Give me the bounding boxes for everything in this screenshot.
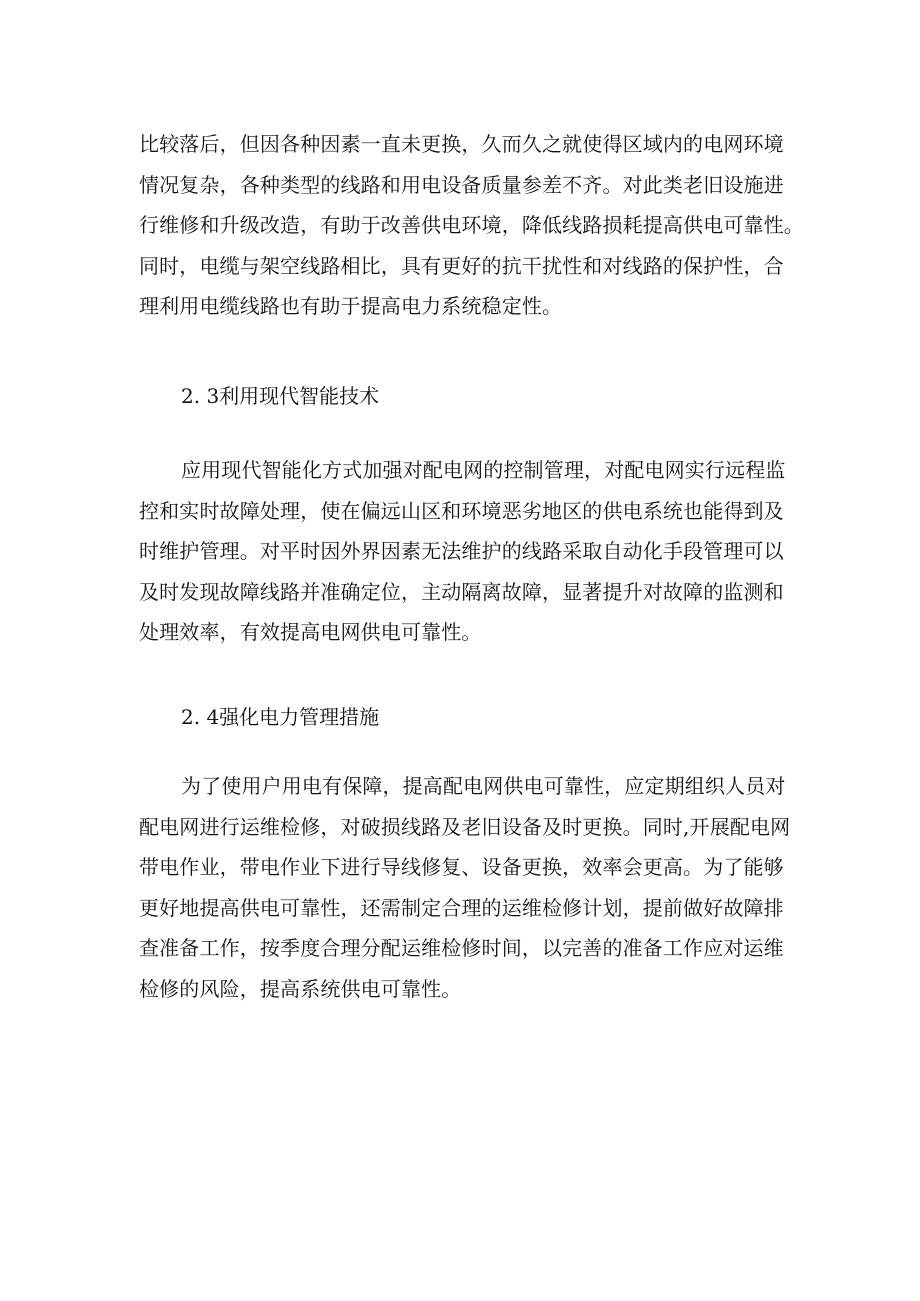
paragraph-line: 查准备工作，按季度合理分配运维检修时间，以完善的准备工作应对运维 <box>139 936 784 960</box>
paragraph-continuation <box>139 124 804 327</box>
paragraph-smart-technology <box>139 450 789 653</box>
paragraph-line: 时维护管理。对平时因外界因素无法维护的线路采取自动化手段管理可以 <box>139 539 784 563</box>
paragraph-line: 检修的风险，提高系统供电可靠性。 <box>139 976 462 1001</box>
paragraph-line: 情况复杂，各种类型的线路和用电设备质量参差不齐。对此类老旧设施进 <box>139 172 784 197</box>
paragraph-line: 理利用电缆线路也有助于提高电力系统稳定性。 <box>139 294 563 318</box>
paragraph-line: 带电作业，带电作业下进行导线修复、设备更换，效率会更高。为了能够 <box>139 855 784 879</box>
paragraph-line: 及时发现故障线路并准确定位，主动隔离故障，显著提升对故障的监测和 <box>139 579 784 604</box>
paragraph-line: 比较落后，但因各种因素一直未更换，久而久之就使得区域内的电网环境 <box>139 132 784 156</box>
paragraph-line: 控和实时故障处理，使在偏远山区和环境恶劣地区的供电系统也能得到及 <box>139 498 784 523</box>
paragraph-line: 为了使用户用电有保障，提高配电网供电可靠性，应定期组织人员对 <box>181 774 786 798</box>
paragraph-line: 更好地提高供电可靠性，还需制定合理的运维检修计划，提前做好故障排 <box>139 895 784 920</box>
paragraph-line: 处理效率，有效提高电网供电可靠性。 <box>139 620 482 644</box>
paragraph-line: 配电网进行运维检修，对破损线路及老旧设备及时更换。同时,开展配电网 <box>139 814 791 839</box>
paragraph-line: 同时，电缆与架空线路相比，具有更好的抗干扰性和对线路的保护性，合 <box>139 253 784 278</box>
paragraph-management-measures <box>139 766 789 1009</box>
paragraph-line: 行维修和升级改造，有助于改善供电环境，降低线路损耗提高供电可靠性。 <box>139 213 804 237</box>
paragraph-line: 应用现代智能化方式加强对配电网的控制管理，对配电网实行远程监 <box>181 458 786 482</box>
section-heading-2-4: 2. 4强化电力管理措施 <box>181 705 380 729</box>
section-heading-2-3: 2. 3利用现代智能技术 <box>181 384 380 408</box>
